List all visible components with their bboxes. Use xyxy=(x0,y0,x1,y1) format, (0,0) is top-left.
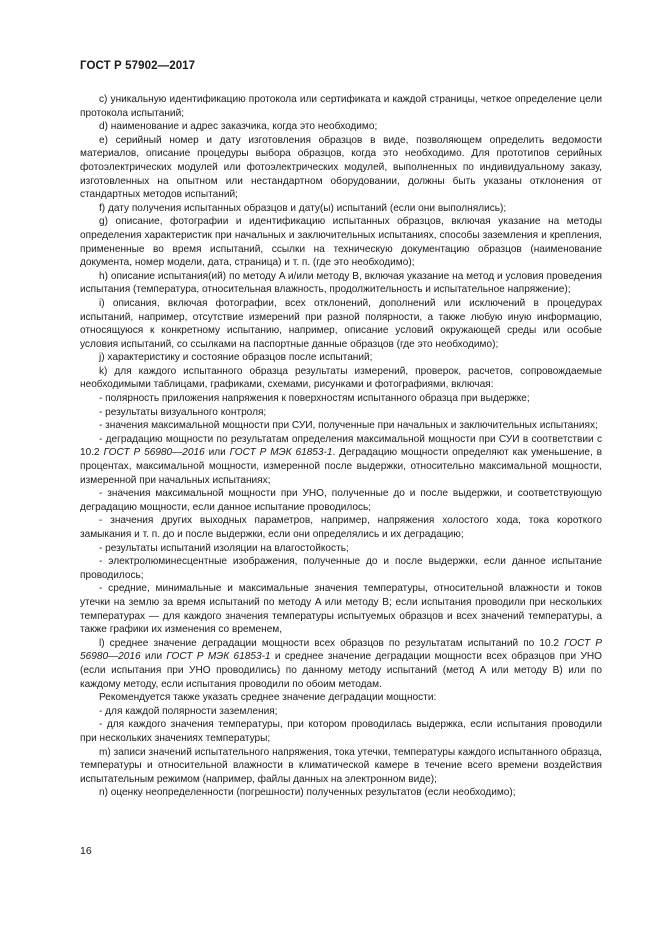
paragraph-recommendation: Рекомендуется также указать среднее значение деградации мощности: xyxy=(99,692,437,704)
list-item: - значения других выходных параметров, например, напряжения холостого хода, тока короткого замыкания и т. п. до и после выдержки, если они определялись и их деградацию; xyxy=(80,515,602,540)
text-span: и среднее значение деградации мощности всех образцов при УНО (если испытания при УНО проводились) по данному методу испытаний (метод A или методу B) или по каждому методу, если испытания проводили по обоим методам. xyxy=(80,651,602,690)
list-item: - значения максимальной мощности при УНО, полученные до и после выдержки, и соответствующую деградацию мощности, если данное испытание проводилось; xyxy=(80,488,602,513)
text-span: или xyxy=(204,447,230,459)
text-span: или xyxy=(140,651,167,663)
list-item: - результаты визуального контроля; xyxy=(99,406,267,418)
list-item: - электролюминесцентные изображения, полученные до и после выдержки, если данное испытание проводилось; xyxy=(80,556,602,581)
list-item: - средние, минимальные и максимальные значения температуры, относительной влажности и токов утечки на землю за время испытаний по методу A или методу B; если испытания проводили при нескольких температурах — для каждого значения температуры испытуемых образцов и всех значений температуры, а также графики их изменения со временем, xyxy=(80,583,602,636)
paragraph-k: k) для каждого испытанного образца результаты измерений, проверок, расчетов, сопровождаемые необходимыми таблицами, графиками, схемами, рисунками и фотографиями, включая: xyxy=(80,365,602,391)
standard-reference: ГОСТ Р 56980—2016 xyxy=(80,637,602,663)
paragraph-l xyxy=(80,637,602,691)
paragraph-j: j) характеристику и состояние образцов после испытаний; xyxy=(99,352,373,364)
list-item: - полярность приложения напряжения к поверхностям испытанного образца при выдержке; xyxy=(99,393,530,405)
list-item xyxy=(80,433,602,487)
paragraph-n: n) оценку неопределенности (погрешности) полученных результатов (если необходимо); xyxy=(99,787,516,799)
standard-reference: ГОСТ Р МЭК 61853-1 xyxy=(229,447,333,459)
paragraph-f: f) дату получения испытанных образцов и дату(ы) испытаний (если они выполнялись); xyxy=(99,202,507,214)
list-item: - для каждого значения температуры, при котором проводилась выдержка, если испытания проводили при нескольких значениях температуры; xyxy=(80,719,602,744)
paragraph-e: e) серийный номер и дату изготовления образцов в виде, позволяющем определить ведомости материалов, описание процедуры выбора образцов, когда это необходимо. Для прототипов серийных фотоэлектрических модулей или фотоэлектрических модулей, выполненных по индивидуальному заказу, изготовленных на опытном или нестандартном оборудовании, должны быть указаны отклонения от стандартных методов испытаний; xyxy=(80,134,602,201)
paragraph-g: g) описание, фотографии и идентификацию испытанных образцов, включая указание на методы определения характеристик при начальных и заключительных испытаниях, способы заземления и крепления, примененные во время испытаний, ссылки на техническую документацию образцов (наименование документа, номер модели, дата, страница) и т. п. (где это необходимо); xyxy=(80,216,602,269)
text-span: - деградацию мощности по результатам определения максимальной мощности при СУИ в соответствии с 10.2 xyxy=(80,433,602,459)
text-span: l) среднее значение деградации мощности всех образцов по результатам испытаний по 10.2 xyxy=(99,637,565,649)
text-span: . Деградацию мощности определяют как уменьшение, в процентах, максимальной мощности, измеренной после выдержки, относительно максимальной мощности, измеренной при начальных испытаниях; xyxy=(80,447,602,486)
paragraph-i: i) описания, включая фотографии, всех отклонений, дополнений или исключений в процедурах испытаний, например, отсутствие измерений при разной полярности, а также любую иную информацию, относящуюся к конкретному испытанию, например, описание условий окружающей среды или особые условия испытаний, со ссылками на паспортные данные образцов (где это необходимо); xyxy=(80,297,602,350)
page-number: 16 xyxy=(80,845,92,857)
standard-reference: ГОСТ Р 56980—2016 xyxy=(103,447,205,459)
standard-reference: ГОСТ Р МЭК 61853-1 xyxy=(166,651,271,663)
paragraph-h: h) описание испытания(ий) по методу A и/или методу B, включая указание на метод и условия проведения испытания (температура, относительная влажность, продолжительность и испытательное напряжение); xyxy=(80,270,602,296)
list-item: - значения максимальной мощности при СУИ, полученные при начальных и заключительных испытаниях; xyxy=(99,420,598,432)
paragraph-m: m) записи значений испытательного напряжения, тока утечки, температуры каждого испытанного образца, температуры и относительной влажности в климатической камере в течение всего времени воздействия испытательным режимом (например, файлы данных на электронном виде); xyxy=(80,746,602,785)
document-body xyxy=(80,93,602,800)
paragraph-c: c) уникальную идентификацию протокола или сертификата и каждой страницы, четкое определение цели протокола испытаний; xyxy=(80,94,602,119)
list-item: - для каждой полярности заземления; xyxy=(99,705,278,717)
list-item: - результаты испытаний изоляции на влагостойкость; xyxy=(99,542,349,554)
paragraph-d: d) наименование и адрес заказчика, когда это необходимо; xyxy=(99,121,378,133)
document-header: ГОСТ Р 57902—2017 xyxy=(80,60,196,72)
